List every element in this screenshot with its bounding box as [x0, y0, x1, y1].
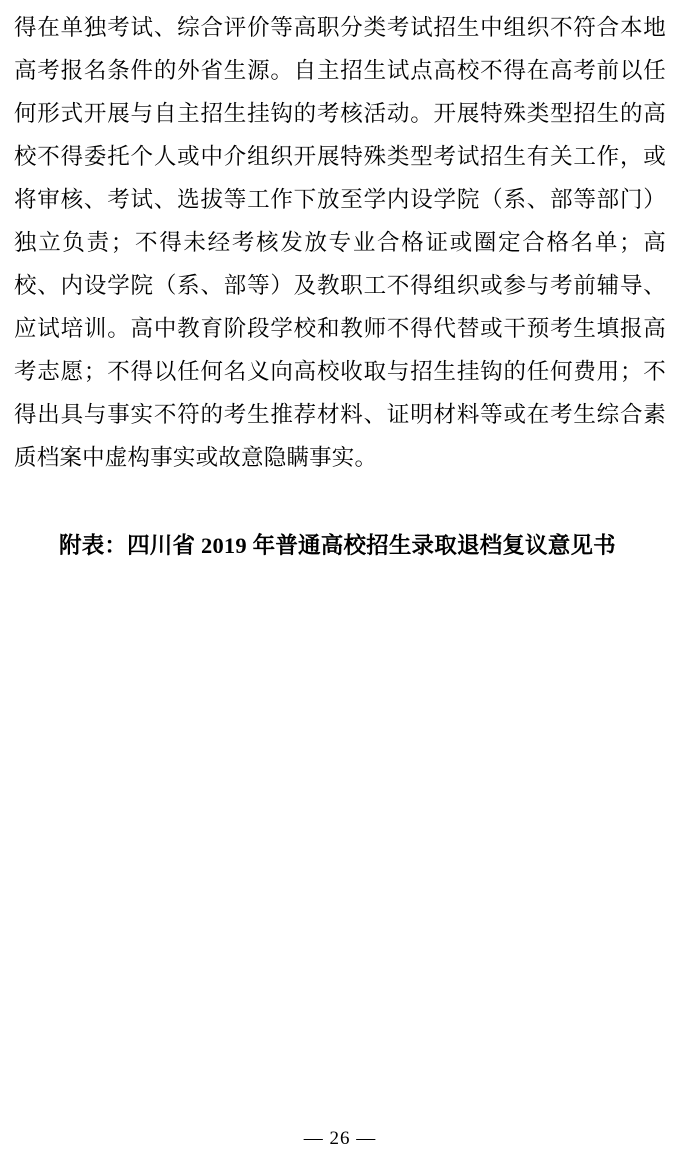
body-paragraph: 得在单独考试、综合评价等高职分类考试招生中组织不符合本地高考报名条件的外省生源。自主招生试点高校不得在高考前以任何形式开展与自主招生挂钩的考核活动。开展特殊类型招生的高校不得委托个人或中介组织开展特殊类型考试招生有关工作，或将审核、考试、选拔等工作下放至学内设学院（系、部等部门）独立负责；不得未经考核发放专业合格证或圈定合格名单；高校、内设学院（系、部等）及教职工不得组织或参与考前辅导、应试培训。高中教育阶段学校和教师不得代替或干预考生填报高考志愿；不得以任何名义向高校收取与招生挂钩的任何费用；不得出具与事实不符的考生推荐材料、证明材料等或在考生综合素质档案中虚构事实或故意隐瞒事实。 — [14, 15, 666, 470]
attachment-line: 附表：四川省 2019 年普通高校招生录取退档复议意见书 — [59, 533, 616, 558]
page-number-footer: — 26 — — [303, 1128, 377, 1149]
page-body — [14, 6, 666, 590]
